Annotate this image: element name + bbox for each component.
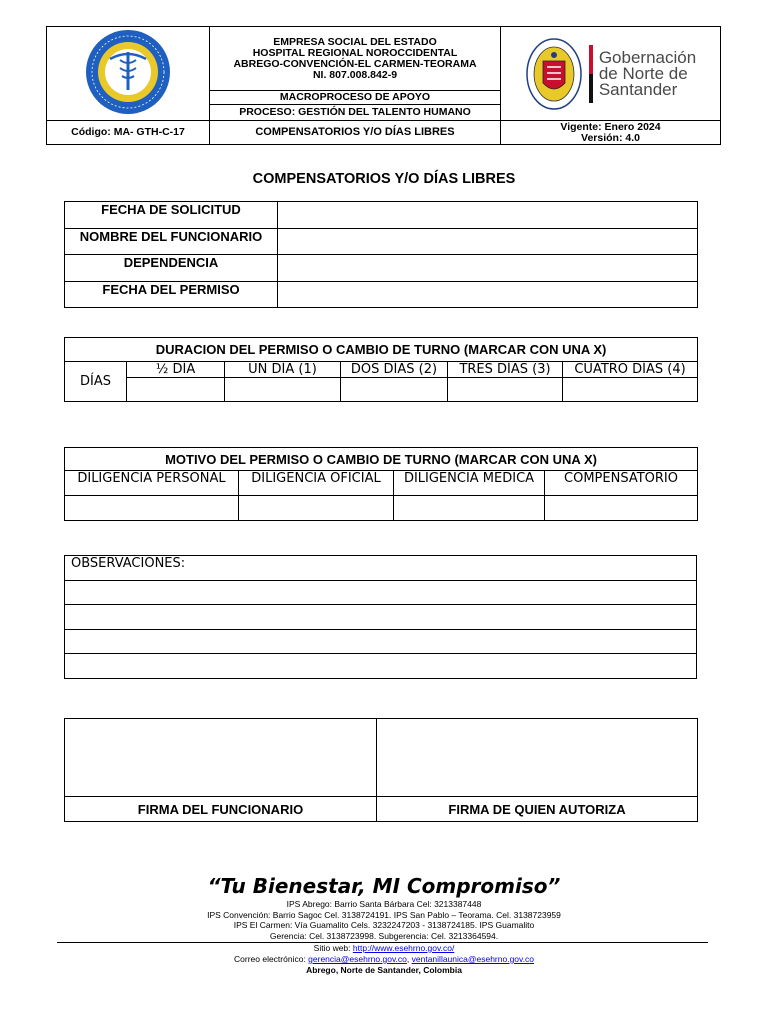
compensatorio-mark-cell[interactable] [545, 496, 698, 521]
flag-bar [589, 45, 593, 103]
request-info-table [64, 201, 698, 308]
four-days-mark-cell[interactable] [563, 378, 698, 402]
observation-line[interactable] [65, 654, 697, 679]
website-line [0, 943, 768, 953]
funcionario-signature-box[interactable] [65, 719, 377, 797]
email-line [0, 954, 768, 964]
gob-line: Gobernación [598, 47, 697, 67]
codigo-cell: Código: MA- GTH-C-17 [47, 121, 210, 145]
duration-option: DOS DÍAS (2) [341, 362, 448, 378]
macroproceso-cell: MACROPROCESO DE APOYO [210, 91, 501, 104]
footer-line: IPS Abrego: Barrio Santa Bárbara Cel: 3213387448 [286, 899, 482, 909]
motive-option: DILIGENCIA PERSONAL [65, 471, 239, 496]
footer-line: IPS Convención: Barrio Sagoc Cel. 3138724191. IPS San Pablo – Teorama. Cel. 3138723959 [207, 910, 561, 920]
version-text: Versión: 4.0 [581, 131, 640, 144]
signature-label: FIRMA DE QUIEN AUTORIZA [377, 797, 698, 822]
nombre-funcionario-field[interactable] [278, 228, 698, 255]
org-line: ABREGO-CONVENCIÓN-EL CARMEN-TEORAMA [233, 57, 477, 70]
hospital-logo-cell [47, 27, 210, 121]
duration-option: ½ DÍA [127, 362, 225, 378]
gobernacion-wordmark [598, 47, 697, 99]
gob-line: de Norte de [598, 63, 688, 83]
observations-label: OBSERVACIONES: [65, 556, 697, 581]
document-header [46, 26, 721, 145]
norte-santander-seal-logo [525, 37, 583, 111]
motive-option: DILIGENCIA OFICIAL [239, 471, 394, 496]
footer-line: Gerencia: Cel. 3138723998. Subgerencia: Cel. 3213364594. [269, 931, 499, 941]
doc-title-cell: COMPENSATORIOS Y/O DÍAS LIBRES [210, 121, 501, 145]
observation-line[interactable] [65, 580, 697, 605]
hospital-seal-logo [80, 27, 176, 117]
info-label: DEPENDENCIA [65, 255, 278, 282]
motive-option: COMPENSATORIO [545, 471, 698, 496]
signatures-table [64, 718, 698, 822]
personal-mark-cell[interactable] [65, 496, 239, 521]
motive-option: DILIGENCIA MEDICA [394, 471, 545, 496]
info-label: FECHA DE SOLICITUD [65, 202, 278, 229]
email-link-gerencia[interactable]: gerencia@esehrno.gov.co [308, 954, 407, 964]
form-title: COMPENSATORIOS Y/O DÍAS LIBRES [252, 171, 516, 187]
two-days-mark-cell[interactable] [341, 378, 448, 402]
gob-line: Santander [598, 79, 678, 99]
one-day-mark-cell[interactable] [225, 378, 341, 402]
duration-table [64, 337, 698, 402]
email-prefix: Correo electrónico: [234, 954, 309, 964]
org-nit: NI. 807.008.842-9 [312, 68, 398, 81]
three-days-mark-cell[interactable] [448, 378, 563, 402]
observations-table [64, 555, 697, 679]
signature-label: FIRMA DEL FUNCIONARIO [65, 797, 377, 822]
motive-heading: MOTIVO DEL PERMISO O CAMBIO DE TURNO (MARCAR CON UNA X) [65, 448, 698, 471]
gobernacion-logo-cell [501, 27, 721, 121]
fecha-solicitud-field[interactable] [278, 202, 698, 229]
dependencia-field[interactable] [278, 255, 698, 282]
website-link[interactable]: http://www.esehrno.gov.co/ [352, 943, 455, 953]
footer-line: IPS El Carmen: Vía Guamalito Cels. 3232247203 - 3138724185. IPS Guamalito [233, 920, 535, 930]
info-label: NOMBRE DEL FUNCIONARIO [65, 228, 278, 255]
medica-mark-cell[interactable] [394, 496, 545, 521]
half-day-mark-cell[interactable] [127, 378, 225, 402]
observation-line[interactable] [65, 629, 697, 654]
vigente-text: Vigente: Enero 2024 [560, 120, 661, 133]
duration-option: TRES DÍAS (3) [448, 362, 563, 378]
website-prefix: Sitio web: [313, 943, 353, 953]
info-label: FECHA DEL PERMISO [65, 281, 278, 308]
version-cell [501, 121, 721, 145]
location-line: Abrego, Norte de Santander, Colombia [306, 965, 462, 975]
motive-table [64, 447, 698, 521]
org-line: HOSPITAL REGIONAL NOROCCIDENTAL [252, 46, 458, 59]
dias-label: DÍAS [65, 362, 127, 402]
proceso-cell: PROCESO: GESTIÓN DEL TALENTO HUMANO [210, 104, 501, 120]
slogan: “Tu Bienestar, MI Compromiso” [207, 874, 561, 898]
email-separator: , [406, 954, 412, 964]
email-link-ventanilla[interactable]: ventanillaunica@esehrno.gov.co [411, 954, 534, 964]
org-info-cell [210, 27, 501, 91]
oficial-mark-cell[interactable] [239, 496, 394, 521]
duration-option: UN DÍA (1) [225, 362, 341, 378]
fecha-permiso-field[interactable] [278, 281, 698, 308]
autoriza-signature-box[interactable] [377, 719, 698, 797]
org-line: EMPRESA SOCIAL DEL ESTADO [273, 35, 437, 48]
duration-heading: DURACION DEL PERMISO O CAMBIO DE TURNO (MARCAR CON UNA X) [65, 338, 698, 362]
duration-option: CUATRO DÍAS (4) [563, 362, 698, 378]
observation-line[interactable] [65, 605, 697, 630]
